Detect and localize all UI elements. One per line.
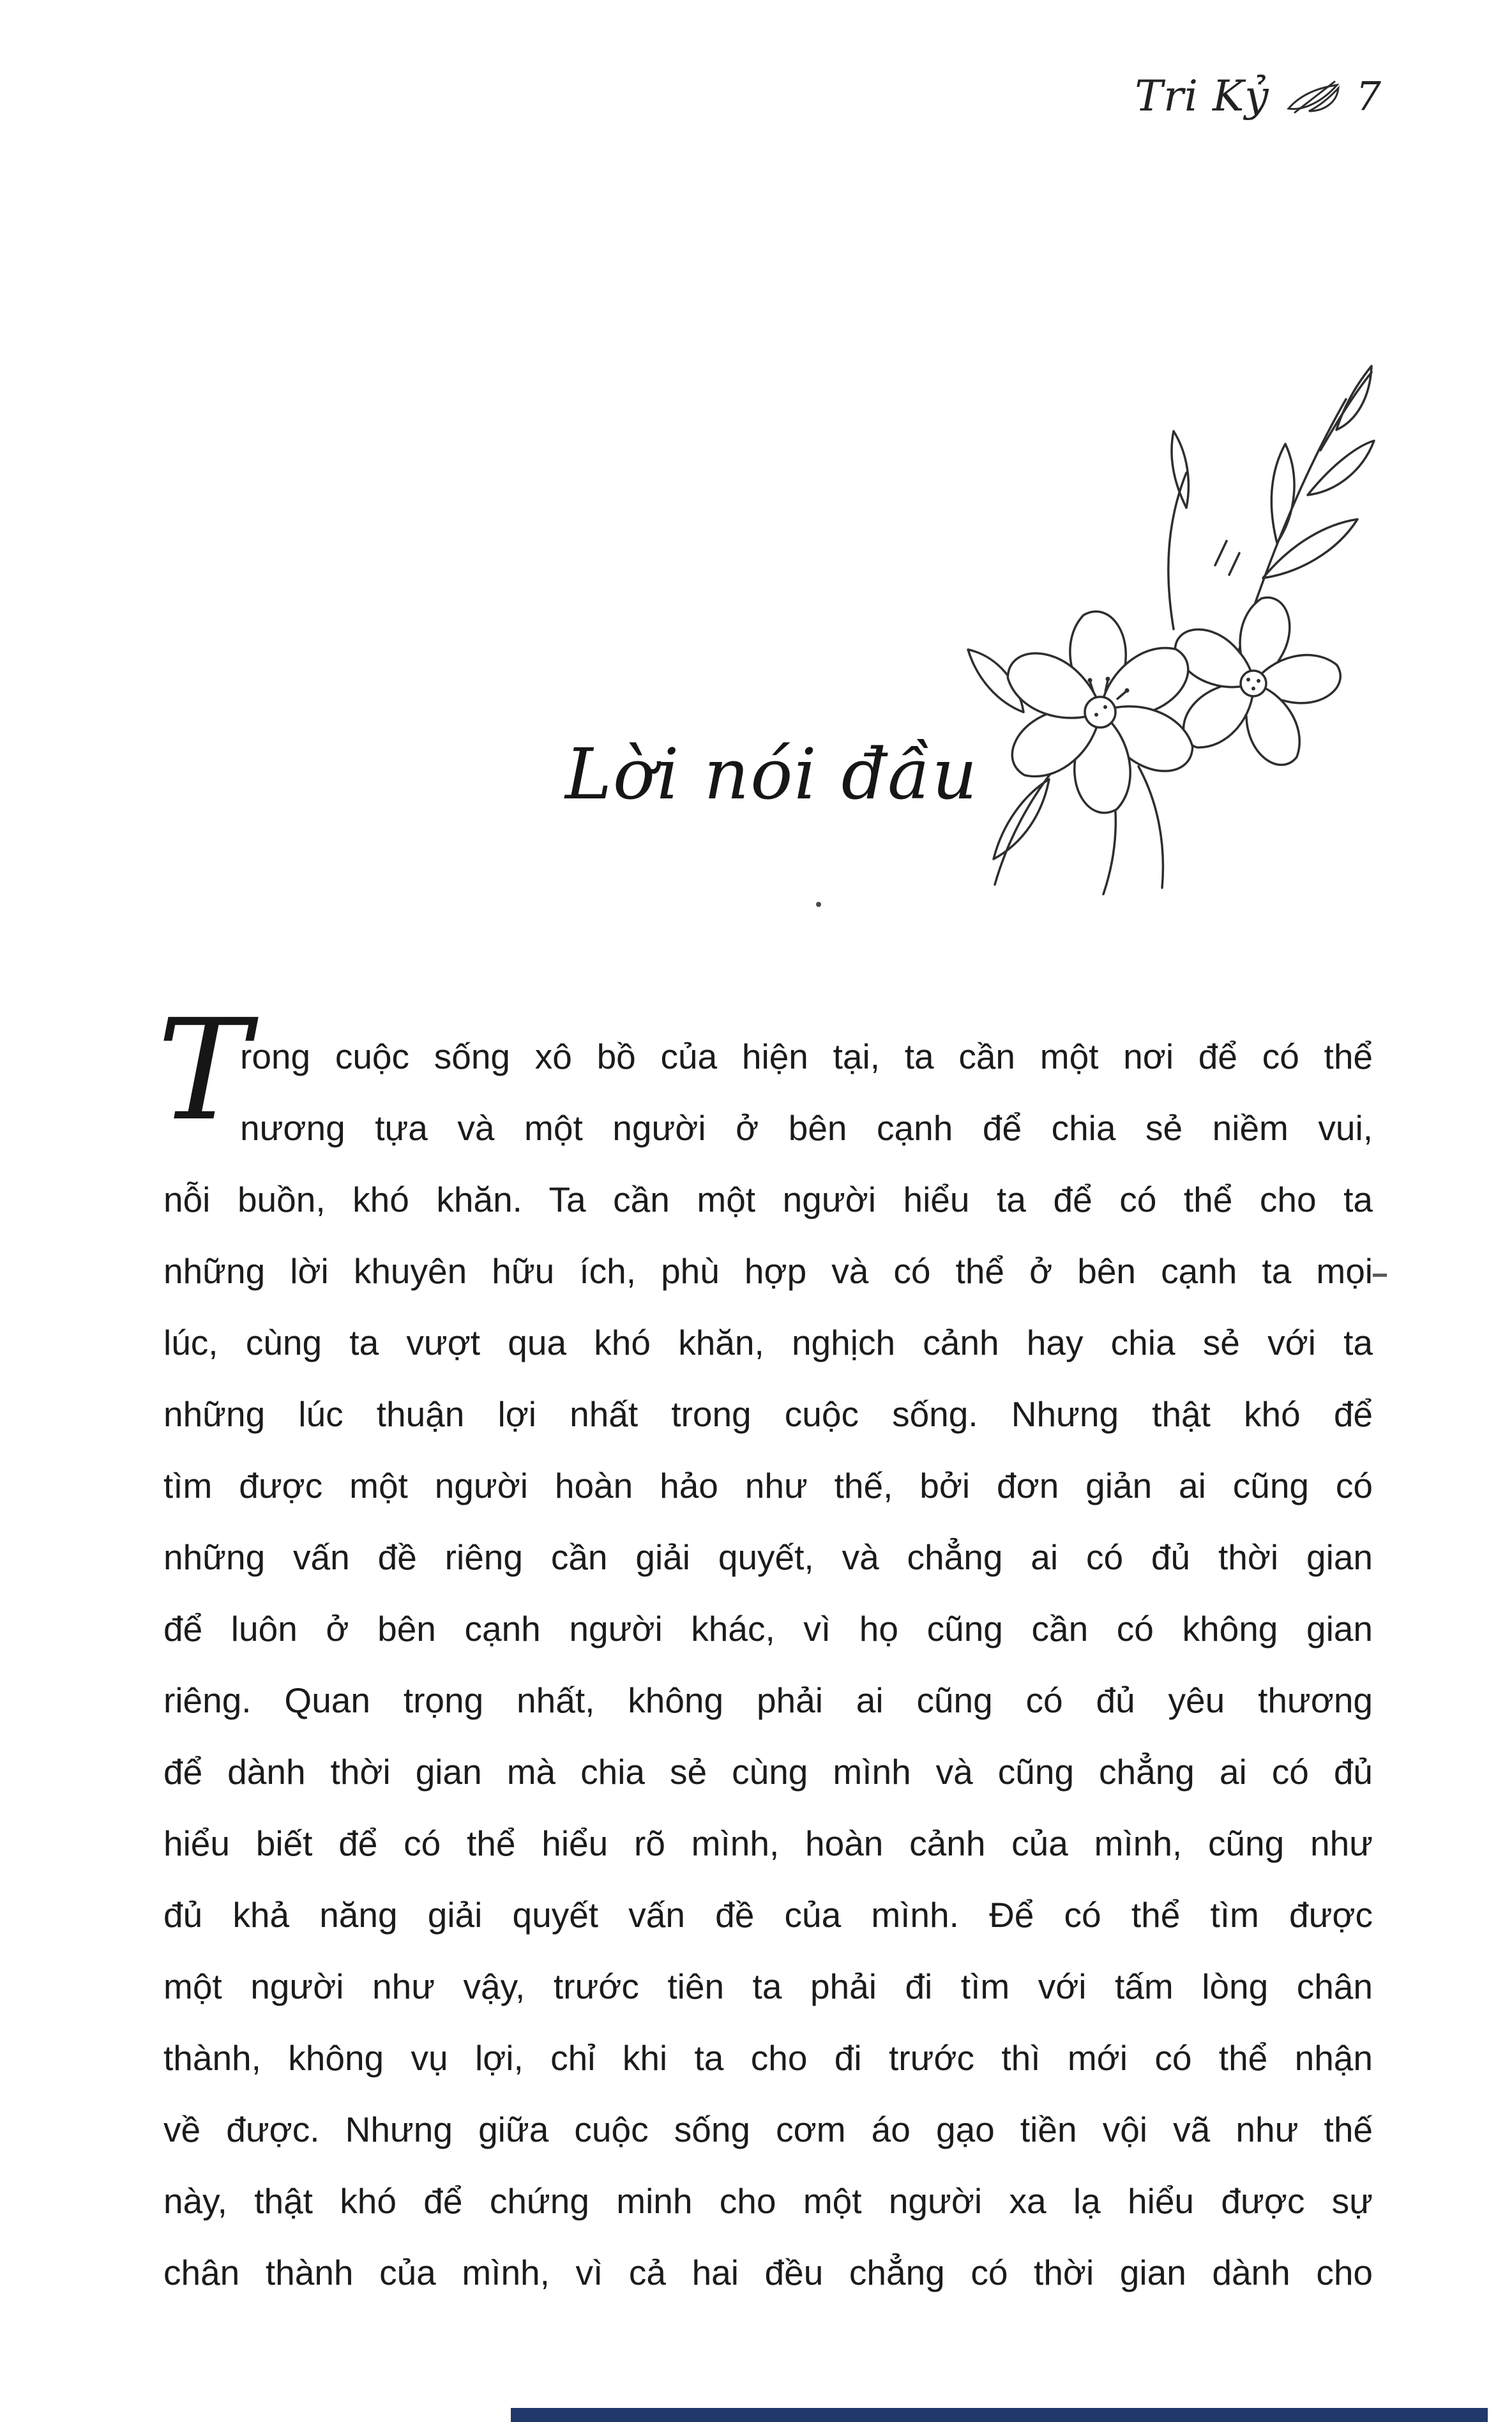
running-head-title: Tri Kỷ bbox=[1135, 72, 1269, 121]
text-line: những lúc thuận lợi nhất trong cuộc sống. Nhưng thật khó để bbox=[163, 1394, 1373, 1434]
text-line: lúc, cùng ta vượt qua khó khăn, nghịch cảnh hay chia sẻ với ta bbox=[163, 1323, 1373, 1362]
scan-dash-artifact bbox=[1373, 1274, 1387, 1277]
text-line: để dành thời gian mà chia sẻ cùng mình và cũng chẳng ai có đủ bbox=[163, 1752, 1373, 1792]
drop-cap: T bbox=[157, 990, 250, 1152]
text-line: này, thật khó để chứng minh cho một người xa lạ hiểu được sự bbox=[163, 2181, 1373, 2221]
text-line: hiểu biết để có thể hiểu rõ mình, hoàn cảnh của mình, cũng như bbox=[163, 1824, 1373, 1863]
text-line: thành, không vụ lợi, chỉ khi ta cho đi trước thì mới có thể nhận bbox=[163, 2038, 1373, 2078]
page-header bbox=[1135, 72, 1381, 121]
text-line: những lời khuyên hữu ích, phù hợp và có thể ở bên cạnh ta mọi bbox=[163, 1251, 1373, 1291]
text-line: những vấn đề riêng cần giải quyết, và chẳng ai có đủ thời gian bbox=[163, 1537, 1373, 1577]
body-text bbox=[157, 990, 1373, 2308]
text-line: chân thành của mình, vì cả hai đều chẳng có thời gian dành cho bbox=[163, 2253, 1373, 2292]
scan-edge-bar bbox=[511, 2408, 1488, 2422]
paragraph-lines bbox=[163, 1021, 1373, 2308]
text-line: nỗi buồn, khó khăn. Ta cần một người hiểu ta để có thể cho ta bbox=[163, 1180, 1373, 1219]
leaf-icon bbox=[1283, 77, 1342, 116]
text-line: đủ khả năng giải quyết vấn đề của mình. Để có thể tìm được bbox=[163, 1895, 1373, 1935]
text-line: một người như vậy, trước tiên ta phải đi tìm với tấm lòng chân bbox=[163, 1967, 1373, 2006]
scan-dot-artifact bbox=[816, 902, 821, 907]
chapter-title: Lời nói đầu bbox=[565, 733, 979, 815]
page-number: 7 bbox=[1356, 73, 1381, 119]
text-line: về được. Nhưng giữa cuộc sống cơm áo gạo tiền vội vã như thế bbox=[163, 2110, 1373, 2149]
text-line: để luôn ở bên cạnh người khác, vì họ cũng cần có không gian bbox=[163, 1609, 1373, 1649]
text-line: nương tựa và một người ở bên cạnh để chia sẻ niềm vui, bbox=[240, 1108, 1373, 1148]
text-line: riêng. Quan trọng nhất, không phải ai cũng có đủ yêu thương bbox=[163, 1680, 1373, 1720]
text-line: tìm được một người hoàn hảo như thế, bởi đơn giản ai cũng có bbox=[163, 1466, 1373, 1505]
text-line: rong cuộc sống xô bồ của hiện tại, ta cần một nơi để có thể bbox=[240, 1037, 1373, 1076]
flower-illustration bbox=[963, 354, 1377, 917]
